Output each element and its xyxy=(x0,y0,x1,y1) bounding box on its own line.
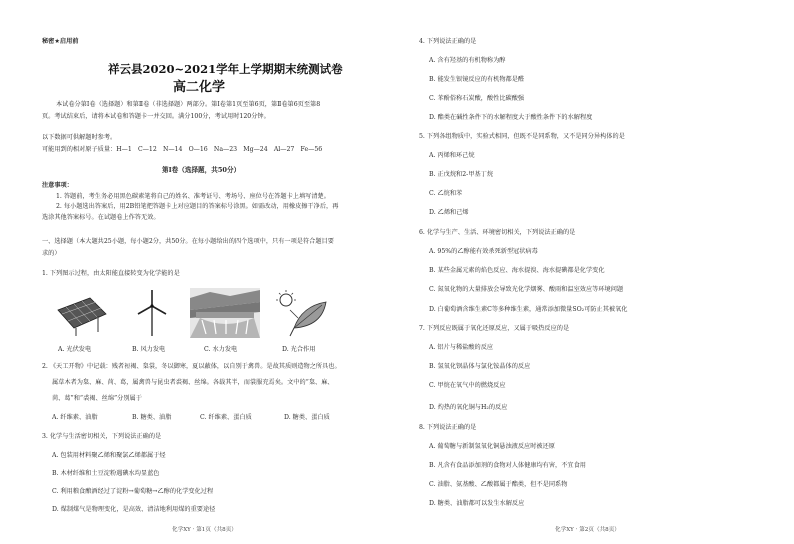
q6-option: C. 氮氧化物的大量排放会导致光化学烟雾、酸雨和温室效应等环境问题 xyxy=(429,286,624,293)
secret-label: 秘密★启用前 xyxy=(42,38,79,45)
hydropower-dam-figure xyxy=(190,288,260,338)
exam-title: 祥云县2020~2021学年上学期期末统测试卷 xyxy=(108,62,343,76)
q7-option: D. 灼热的氧化铜与H₂的反应 xyxy=(429,404,508,411)
q5-option: B. 正戊烷和2-甲基丁烷 xyxy=(429,171,494,178)
page-footer: 化学XY · 第2页（共8页） xyxy=(555,527,620,533)
exam-subtitle: 高二化学 xyxy=(173,80,226,95)
q7-option: C. 甲烷在氧气中的燃烧反应 xyxy=(429,382,506,389)
q1-option: C. 水力发电 xyxy=(204,346,238,353)
section1-header: 第Ⅰ卷（选择题，共50分） xyxy=(162,166,241,174)
page-footer: 化学XY · 第1页（共8页） xyxy=(172,527,237,533)
right-page xyxy=(397,0,794,544)
question-3-stem: 3. 化学与生活密切相关，下列说法正确的是 xyxy=(42,433,162,440)
q2-option: A. 纤维素、油脂 xyxy=(52,414,98,421)
question-5-stem: 5. 下列各组物质中，实验式相同，但既不是同系物，又不是同分异构体的是 xyxy=(419,133,625,140)
q1-option: A. 光伏发电 xyxy=(58,346,92,353)
question-2-line: 2. 《天工开物》中记载：贱者裋褐、枲裳，冬以御寒，夏以蔽体，以自别于禽兽。是故其质则造物之所具也。 xyxy=(42,363,341,370)
question-6-stem: 6. 化学与生产、生活、环境密切相关，下列说法正确的是 xyxy=(419,229,576,236)
data-note: 以下数据可供解题时参考。 xyxy=(42,134,117,141)
question-7-stem: 7. 下列反应既属于氧化还原反应，又属于吸热反应的是 xyxy=(419,325,570,332)
q4-option: D. 酯类在碱性条件下的水解程度大于酸性条件下的水解程度 xyxy=(429,114,593,121)
q4-option: C. 苯酚俗称石炭酸，酸性比碳酸强 xyxy=(429,95,525,102)
q2-option: B. 糖类、油脂 xyxy=(132,414,172,421)
q1-option: B. 风力发电 xyxy=(132,346,166,353)
mc-intro: 一、选择题（本大题共25小题，每小题2分，共50分。在每小题给出的四个选项中，只有一项是符合题目要 xyxy=(42,238,334,245)
q6-option: A. 95%的乙醇能有效杀死新型冠状病毒 xyxy=(429,248,538,255)
mc-intro: 求的） xyxy=(42,250,61,257)
q5-option: A. 丙烯和环己烷 xyxy=(429,152,475,159)
q2-option: C. 纤维素、蛋白质 xyxy=(200,414,252,421)
q2-option: D. 糖类、蛋白质 xyxy=(284,414,330,421)
q8-option: A. 葡萄糖与新制氢氧化铜悬浊液反应时被还原 xyxy=(429,443,555,450)
photosynthesis-figure xyxy=(272,288,332,338)
atomic-masses: 可能用到的相对原子质量：H—1 C—12 N—14 O—16 Na—23 Mg—24 Al—27 Fe—56 xyxy=(42,146,323,153)
solar-panel-figure xyxy=(50,288,110,338)
q3-option: D. 煤制煤气是物理变化，是高效、清洁地利用煤的重要途径 xyxy=(52,506,216,513)
q7-option: A. 铝片与稀盐酸的反应 xyxy=(429,344,494,351)
notice-line: 选涂其他答案标号。在试题卷上作答无效。 xyxy=(42,214,160,221)
wind-turbine-figure xyxy=(122,288,182,338)
q8-option: B. 凡含有食品添加剂的食物对人体健康均有害，不宜食用 xyxy=(429,462,586,469)
q3-option: A. 包装用材料聚乙烯和聚氯乙烯都属于烃 xyxy=(52,452,166,459)
q5-option: D. 乙烯和己烯 xyxy=(429,209,469,216)
q1-option: D. 光合作用 xyxy=(282,346,316,353)
intro-line: 本试卷分第Ⅰ卷（选择题）和第Ⅱ卷（非选择题）两部分。第Ⅰ卷第1页至第6页，第Ⅱ卷第6页至第8 xyxy=(56,101,321,108)
q8-option: D. 糖类、油脂都可以发生水解反应 xyxy=(429,500,525,507)
question-4-stem: 4. 下列说法正确的是 xyxy=(419,38,477,45)
question-1-stem: 1. 下列图示过程，由太阳能直接转变为化学能的是 xyxy=(42,270,180,277)
q4-option: A. 含有羟基的有机物称为醇 xyxy=(429,57,506,64)
q5-option: C. 乙烷和苯 xyxy=(429,190,463,197)
question-8-stem: 8. 下列说法正确的是 xyxy=(419,424,477,431)
notice-title: 注意事项： xyxy=(42,182,73,189)
intro-line: 页。考试结束后，请将本试卷和答题卡一并交回。满分100分，考试用时120分钟。 xyxy=(42,113,270,120)
q3-option: B. 木材纤维和土豆淀粉遇碘水均显蓝色 xyxy=(52,470,160,477)
q7-option: B. 氢氧化钡晶体与氯化铵晶体的反应 xyxy=(429,363,531,370)
q8-option: C. 油脂、氨基酸、乙酸都属于酯类，但不是同系物 xyxy=(429,481,568,488)
question-2-line: 苘、葛”和“裘褐、丝绵”分别属于 xyxy=(52,395,142,402)
notice-line: 2. 每小题选出答案后，用2B铅笔把答题卡上对应题目的答案标号涂黑。如需改动，用橡皮擦干净后，再 xyxy=(56,203,339,210)
q6-option: D. 白葡萄酒含维生素C等多种维生素，通常添加微量SO₂可防止其被氧化 xyxy=(429,306,628,313)
q6-option: B. 某些金属元素的焰色反应、海水提溴、海水提碘都是化学变化 xyxy=(429,267,605,274)
q4-option: B. 能发生银镜反应的有机物都是醛 xyxy=(429,76,525,83)
q3-option: C. 利用粮食酿酒经过了淀粉→葡萄糖→乙醇的化学变化过程 xyxy=(52,488,214,495)
notice-line: 1. 答题前，考生务必用黑色碳素笔将自己的姓名、准考证号、考场号、座位号在答题卡上填写清楚。 xyxy=(56,193,330,200)
question-2-line: 属草木者为枲、麻、苘、葛，属禽兽与昆虫者裘褐、丝绵。各载其半，而裳服充焉矣。文中的“枲、麻、 xyxy=(52,379,334,386)
